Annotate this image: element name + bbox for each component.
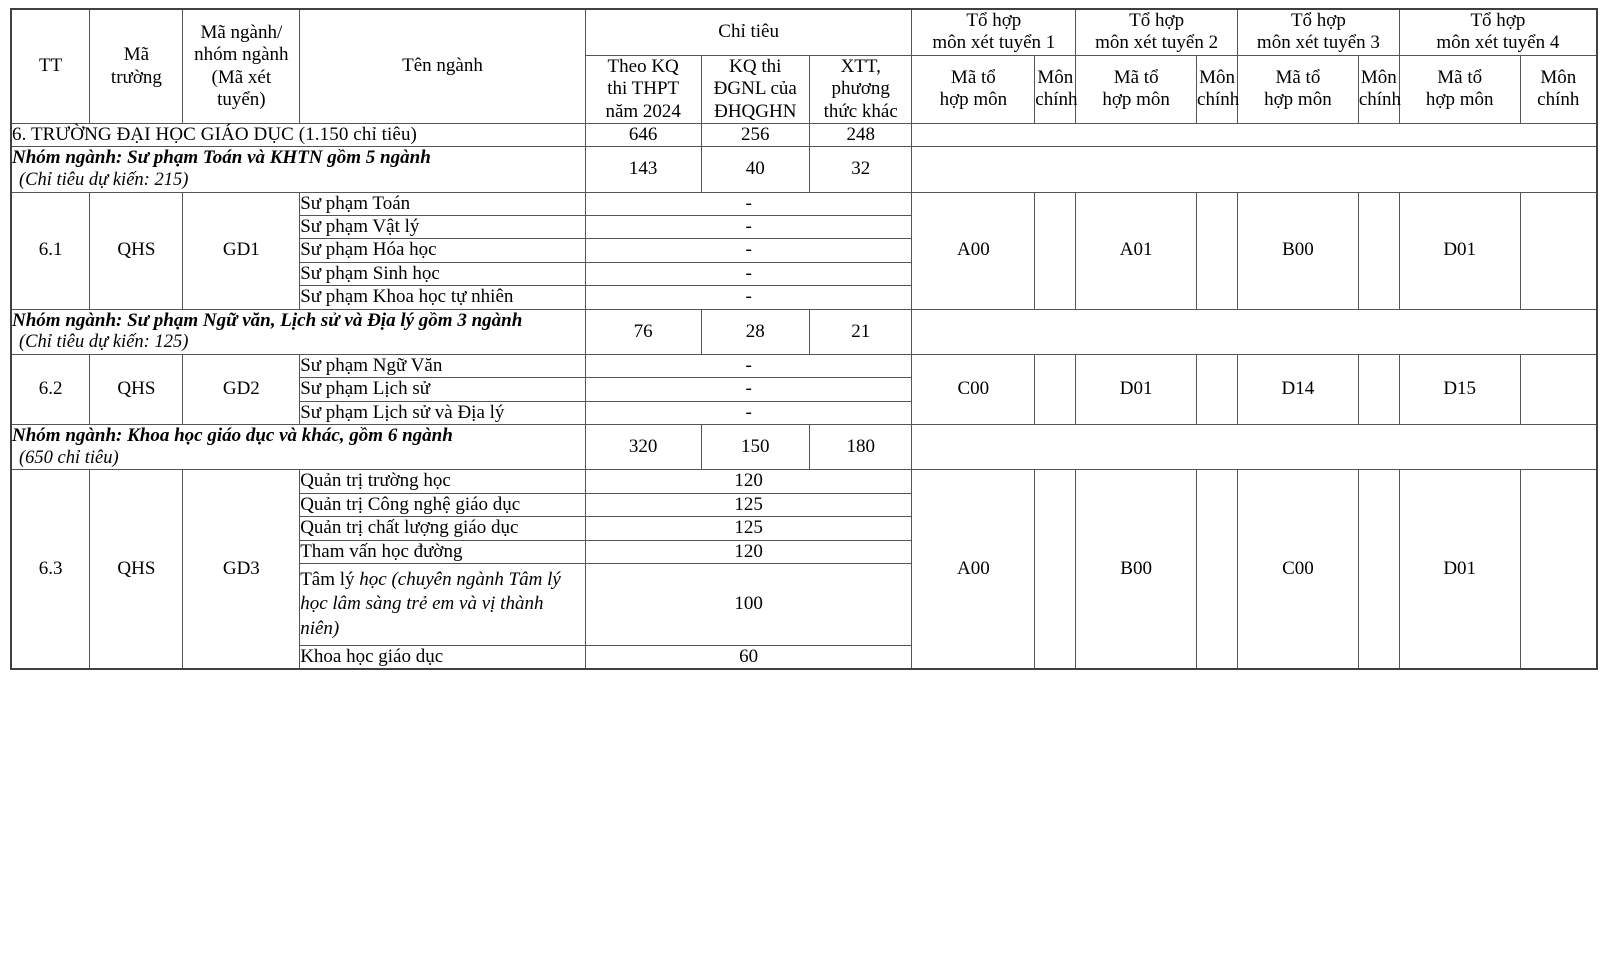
program-quota: 120 xyxy=(585,540,912,563)
combo-main-subject-4 xyxy=(1520,192,1597,309)
program-ma-truong: QHS xyxy=(90,354,183,424)
header-to-hop-2-line2: môn xét tuyển 2 xyxy=(1095,32,1219,54)
header-theo-kq-thpt xyxy=(585,55,701,123)
program-quota: - xyxy=(585,192,912,215)
combo-code-1: A00 xyxy=(912,192,1035,309)
header-mon-chinh-1-line2: chính xyxy=(1035,89,1078,111)
combo-code-3: C00 xyxy=(1238,470,1359,669)
group-title-line2: (650 chỉ tiêu) xyxy=(19,447,119,468)
program-ma-nganh: GD2 xyxy=(183,354,300,424)
header-tt: TT xyxy=(11,9,90,124)
program-quota: 60 xyxy=(585,645,912,669)
header-row-1 xyxy=(11,9,1597,55)
header-to-hop-3-line2: môn xét tuyển 3 xyxy=(1256,32,1380,54)
header-ma-to-hop-2-line2: hợp môn xyxy=(1102,89,1170,111)
group-quota-thpt: 143 xyxy=(585,147,701,192)
table-header xyxy=(11,9,1597,124)
school-title-row xyxy=(11,124,1597,147)
program-name xyxy=(300,517,586,540)
group-quota-dgnl: 28 xyxy=(701,309,810,354)
header-ma-to-hop-4-line2: hợp môn xyxy=(1425,89,1494,111)
table-body xyxy=(11,124,1597,670)
combo-main-subject-1 xyxy=(1035,470,1076,669)
header-mon-chinh-3-line2: chính xyxy=(1358,89,1402,111)
combo-main-subject-3 xyxy=(1358,470,1399,669)
program-name-regular: Quản trị chất lượng giáo dục xyxy=(300,517,519,539)
header-xtt xyxy=(810,55,912,123)
program-quota: 100 xyxy=(585,564,912,646)
header-to-hop-1 xyxy=(912,9,1076,55)
combo-code-4: D01 xyxy=(1399,192,1520,309)
header-mon-chinh-1 xyxy=(1035,55,1076,123)
header-ma-to-hop-3-line2: hợp môn xyxy=(1264,89,1332,111)
combo-code-2: A01 xyxy=(1076,192,1197,309)
program-quota: - xyxy=(585,378,912,401)
program-quota: 120 xyxy=(585,470,912,493)
header-ma-nganh-line4: tuyển) xyxy=(217,88,266,110)
program-name xyxy=(300,401,586,424)
program-name xyxy=(300,216,586,239)
school-quota-xtt: 248 xyxy=(810,124,912,147)
group-quota-xtt: 21 xyxy=(810,309,912,354)
combo-main-subject-1 xyxy=(1035,354,1076,424)
program-name xyxy=(300,470,586,493)
header-mon-chinh-3-line1: Môn xyxy=(1360,67,1397,89)
group-title xyxy=(11,425,585,470)
combo-code-4: D01 xyxy=(1399,470,1520,669)
program-name xyxy=(300,564,586,646)
header-mon-chinh-1-line1: Môn xyxy=(1037,67,1074,89)
program-name-regular: Sư phạm Hóa học xyxy=(300,239,437,261)
header-mon-chinh-2 xyxy=(1197,55,1238,123)
program-name-italic: học (chuyên ngành Tâm lý học lâm sàng trẻ em và vị thành niên) xyxy=(300,569,561,639)
group-combo-empty xyxy=(912,147,1597,192)
admissions-quota-table xyxy=(10,8,1598,670)
group-header-row xyxy=(11,147,1597,192)
group-quota-dgnl: 150 xyxy=(701,425,810,470)
header-ma-nganh-line2: nhóm ngành xyxy=(194,44,289,66)
group-title-line2: (Chỉ tiêu dự kiến: 125) xyxy=(19,332,189,353)
program-tt: 6.3 xyxy=(11,470,90,669)
program-tt: 6.2 xyxy=(11,354,90,424)
group-title-line1: Nhóm ngành: Khoa học giáo dục và khác, gồm 6 ngành xyxy=(12,425,453,447)
header-to-hop-1-line1: Tổ hợp xyxy=(966,10,1022,31)
group-header-row xyxy=(11,425,1597,470)
combo-code-2: B00 xyxy=(1076,470,1197,669)
group-quota-dgnl: 40 xyxy=(701,147,810,192)
school-title: 6. TRƯỜNG ĐẠI HỌC GIÁO DỤC (1.150 chỉ tiêu) xyxy=(11,124,585,147)
group-title xyxy=(11,147,585,192)
header-ma-to-hop-2 xyxy=(1076,55,1197,123)
header-to-hop-4-line1: Tổ hợp xyxy=(1470,10,1526,31)
program-name-regular: Quản trị trường học xyxy=(300,470,451,492)
program-quota: 125 xyxy=(585,493,912,516)
program-name-regular: Sư phạm Khoa học tự nhiên xyxy=(300,286,514,308)
header-dgnl-line1: KQ thi xyxy=(729,55,782,77)
header-ma-truong xyxy=(90,9,183,124)
header-ma-nganh xyxy=(183,9,300,124)
header-ma-nganh-line3: (Mã xét xyxy=(211,66,272,88)
program-name xyxy=(300,645,586,669)
header-ma-to-hop-1-line2: hợp môn xyxy=(939,89,1008,111)
header-to-hop-3 xyxy=(1238,9,1400,55)
program-name xyxy=(300,286,586,309)
program-name-regular: Sư phạm Lịch sử xyxy=(300,378,431,400)
program-name-regular: Sư phạm Toán xyxy=(300,192,411,214)
program-quota: - xyxy=(585,354,912,377)
header-theo-kq-line1: Theo KQ xyxy=(607,55,679,77)
program-name-regular: Sư phạm Vật lý xyxy=(300,216,420,238)
program-name xyxy=(300,354,586,377)
program-name-regular: Sư phạm Sinh học xyxy=(300,262,440,284)
header-chi-tieu: Chỉ tiêu xyxy=(585,9,912,55)
header-dgnl-line2: ĐGNL của xyxy=(713,78,797,100)
header-ma-truong-line1: Mã xyxy=(123,44,150,66)
header-ma-to-hop-3-line1: Mã tổ xyxy=(1275,67,1321,89)
group-combo-empty xyxy=(912,425,1597,470)
header-ma-to-hop-4 xyxy=(1399,55,1520,123)
admissions-table-page xyxy=(0,8,1608,954)
combo-main-subject-4 xyxy=(1520,470,1597,669)
program-name-regular: Tham vấn học đường xyxy=(300,540,463,562)
program-ma-truong: QHS xyxy=(90,470,183,669)
combo-main-subject-2 xyxy=(1197,470,1238,669)
combo-code-4: D15 xyxy=(1399,354,1520,424)
combo-main-subject-1 xyxy=(1035,192,1076,309)
program-ma-nganh: GD1 xyxy=(183,192,300,309)
group-title-line2: (Chỉ tiêu dự kiến: 215) xyxy=(19,169,189,190)
header-mon-chinh-2-line1: Môn xyxy=(1199,67,1235,89)
combo-code-1: C00 xyxy=(912,354,1035,424)
header-to-hop-3-line1: Tổ hợp xyxy=(1290,10,1346,31)
program-quota: - xyxy=(585,239,912,262)
program-name xyxy=(300,540,586,563)
program-name-regular: Sư phạm Ngữ Văn xyxy=(300,354,443,376)
program-ma-nganh: GD3 xyxy=(183,470,300,669)
program-quota: - xyxy=(585,262,912,285)
header-mon-chinh-4-line2: chính xyxy=(1537,89,1580,111)
program-name-regular: Sư phạm Lịch sử và Địa lý xyxy=(300,401,505,423)
program-quota: - xyxy=(585,286,912,309)
header-ma-to-hop-1-line1: Mã tổ xyxy=(950,67,996,89)
header-ma-to-hop-3 xyxy=(1238,55,1359,123)
header-ma-to-hop-4-line1: Mã tổ xyxy=(1437,67,1483,89)
program-quota: 125 xyxy=(585,517,912,540)
group-title-line1: Nhóm ngành: Sư phạm Ngữ văn, Lịch sử và Địa lý gồm 3 ngành xyxy=(12,309,523,331)
program-name xyxy=(300,378,586,401)
program-name-regular: Quản trị Công nghệ giáo dục xyxy=(300,493,521,515)
header-kq-dgnl xyxy=(701,55,810,123)
header-xtt-line1: XTT, xyxy=(840,55,881,77)
group-quota-xtt: 32 xyxy=(810,147,912,192)
header-ten-nganh: Tên ngành xyxy=(300,9,586,124)
header-to-hop-2-line1: Tổ hợp xyxy=(1129,10,1185,31)
header-to-hop-4-line2: môn xét tuyển 4 xyxy=(1436,32,1560,54)
header-mon-chinh-4-line1: Môn xyxy=(1540,67,1577,89)
header-theo-kq-line3: năm 2024 xyxy=(605,100,681,122)
combo-main-subject-4 xyxy=(1520,354,1597,424)
combo-code-2: D01 xyxy=(1076,354,1197,424)
combo-main-subject-2 xyxy=(1197,192,1238,309)
program-name-regular: Khoa học giáo dục xyxy=(300,645,444,667)
header-to-hop-4 xyxy=(1399,9,1597,55)
header-ma-nganh-line1: Mã ngành/ xyxy=(200,21,283,43)
group-quota-xtt: 180 xyxy=(810,425,912,470)
header-mon-chinh-4 xyxy=(1520,55,1597,123)
combo-main-subject-2 xyxy=(1197,354,1238,424)
group-quota-thpt: 76 xyxy=(585,309,701,354)
program-row xyxy=(11,354,1597,377)
program-ma-truong: QHS xyxy=(90,192,183,309)
header-dgnl-line3: ĐHQGHN xyxy=(714,100,797,122)
program-name xyxy=(300,192,586,215)
program-name xyxy=(300,262,586,285)
header-ma-to-hop-2-line1: Mã tổ xyxy=(1113,67,1159,89)
program-tt: 6.1 xyxy=(11,192,90,309)
combo-main-subject-3 xyxy=(1358,354,1399,424)
group-combo-empty xyxy=(912,309,1597,354)
header-to-hop-1-line2: môn xét tuyển 1 xyxy=(932,32,1056,54)
header-ma-to-hop-1 xyxy=(912,55,1035,123)
school-quota-thpt: 646 xyxy=(585,124,701,147)
combo-main-subject-3 xyxy=(1358,192,1399,309)
combo-code-3: D14 xyxy=(1238,354,1359,424)
program-name-regular: Tâm lý xyxy=(300,569,360,591)
program-quota: - xyxy=(585,401,912,424)
header-to-hop-2 xyxy=(1076,9,1238,55)
program-row xyxy=(11,470,1597,493)
program-row xyxy=(11,192,1597,215)
group-title xyxy=(11,309,585,354)
program-quota: - xyxy=(585,216,912,239)
header-mon-chinh-2-line2: chính xyxy=(1197,89,1240,111)
header-ma-truong-line2: trường xyxy=(110,66,162,88)
header-mon-chinh-3 xyxy=(1358,55,1402,123)
group-header-row xyxy=(11,309,1597,354)
header-theo-kq-line2: thi THPT xyxy=(607,78,680,100)
program-name xyxy=(300,239,586,262)
header-xtt-line2: phương xyxy=(831,78,890,100)
school-quota-dgnl: 256 xyxy=(701,124,810,147)
combo-code-3: B00 xyxy=(1238,192,1359,309)
header-xtt-line3: thức khác xyxy=(823,100,898,122)
group-title-line1: Nhóm ngành: Sư phạm Toán và KHTN gồm 5 ngành xyxy=(12,147,431,169)
program-name xyxy=(300,493,586,516)
school-combo-empty xyxy=(912,124,1597,147)
group-quota-thpt: 320 xyxy=(585,425,701,470)
combo-code-1: A00 xyxy=(912,470,1035,669)
